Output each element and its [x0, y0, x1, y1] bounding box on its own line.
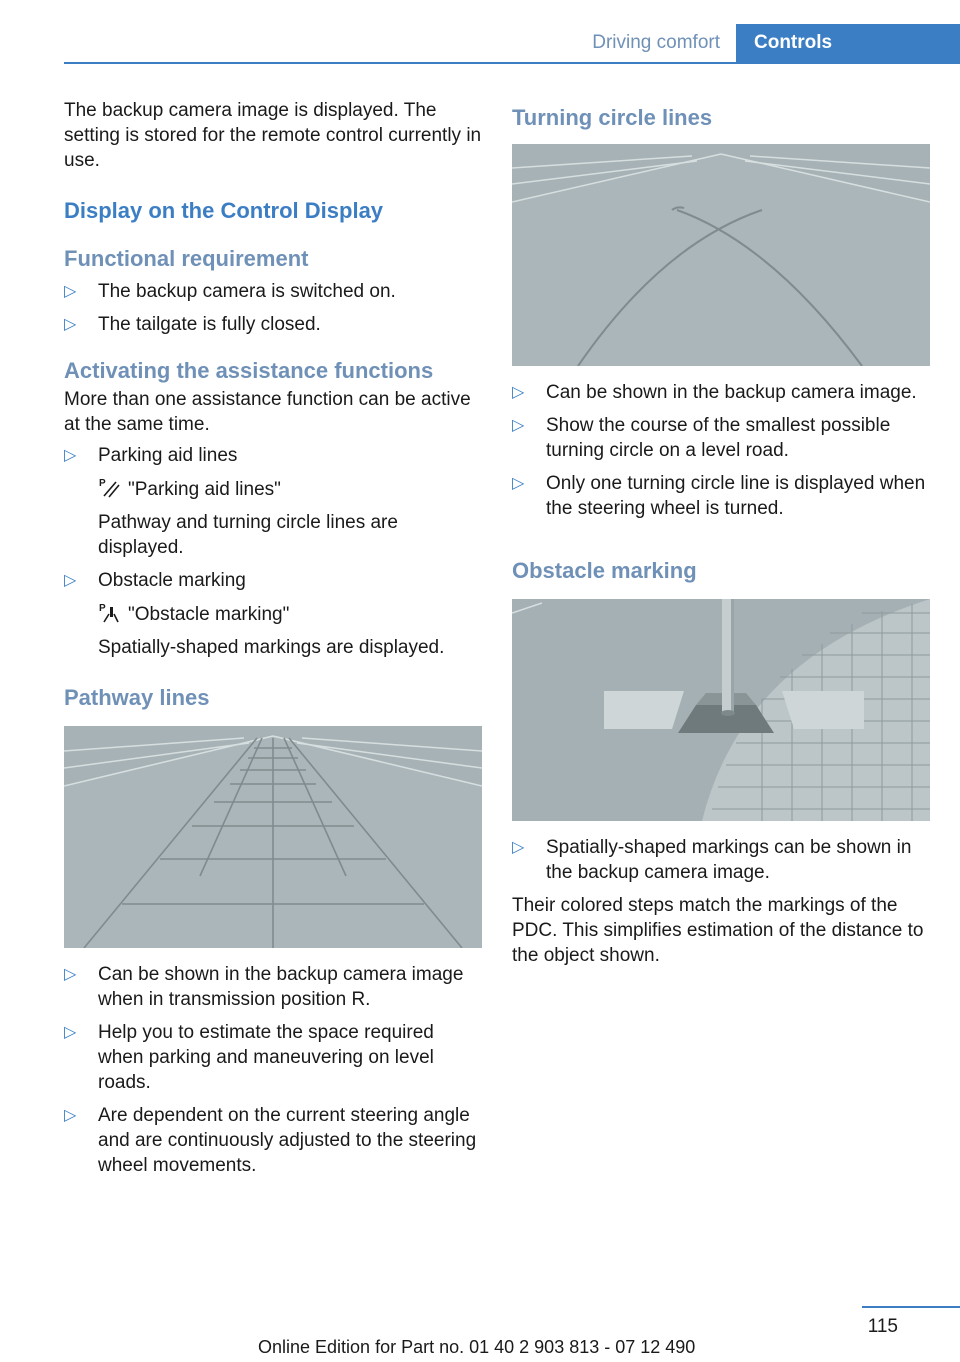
edition-note: Online Edition for Part no. 01 40 2 903 813 - 07 12 490: [258, 1337, 696, 1357]
heading-obstacle: Obstacle marking: [512, 558, 697, 583]
right-column: [512, 98, 930, 968]
page-number: 115: [867, 1316, 898, 1337]
obstacle-menu-entry: P "Obstacle marking": [99, 603, 290, 625]
functions-list-2: [64, 568, 482, 593]
heading-activating: Activating the assistance functions: [64, 358, 434, 383]
triangle-bullet-icon: ▷: [64, 572, 77, 589]
list-item: ▷ Only one turning circle line is displayed when the steering wheel is turned.: [512, 473, 926, 519]
triangle-bullet-icon: ▷: [64, 447, 77, 464]
triangle-bullet-icon: ▷: [64, 1107, 77, 1124]
obstacle-list: [512, 835, 930, 885]
heading-turning: Turning circle lines: [512, 105, 713, 130]
triangle-bullet-icon: ▷: [64, 1024, 77, 1041]
heading-display: Display on the Control Display: [64, 198, 384, 223]
functions-list: [64, 443, 482, 468]
activating-text: More than one assistance function can be active at the same time.: [64, 389, 471, 435]
list-item: ▷ Show the course of the smallest possible turning circle on a level road.: [512, 415, 891, 461]
list-item: ▷ Can be shown in the backup camera image.: [512, 382, 917, 403]
heading-requirement: Functional requirement: [64, 246, 309, 271]
header-tab: Controls: [736, 24, 960, 62]
turning-circle-image: [512, 144, 930, 366]
obstacle-description: Spatially-shaped markings are displayed.: [98, 637, 445, 658]
list-item: ▷ Are dependent on the current steering angle and are continuously adjusted to the steering wheel movements.: [64, 1105, 477, 1176]
parking-aid-icon: [98, 476, 120, 498]
list-item: ▷ Spatially-shaped markings can be shown in the backup camera image.: [512, 837, 912, 883]
parking-menu-entry: P "Parking aid lines": [99, 478, 281, 500]
turning-list: [512, 380, 930, 521]
intro-text: The backup camera image is displayed. The setting is stored for the remote control currently in use.: [64, 100, 482, 171]
pathway-lines-image: [64, 726, 482, 948]
list-item: ▷ Help you to estimate the space required when parking and maneuvering on level roads.: [64, 1022, 434, 1093]
pathway-list: [64, 962, 482, 1178]
list-item: ▷ Can be shown in the backup camera image when in transmission position R.: [64, 964, 464, 1010]
footer-rule: [862, 1306, 960, 1308]
requirements-list: [64, 279, 482, 337]
triangle-bullet-icon: ▷: [64, 283, 77, 300]
svg-text:P: P: [99, 478, 106, 489]
triangle-bullet-icon: ▷: [512, 384, 525, 401]
triangle-bullet-icon: ▷: [512, 475, 525, 492]
obstacle-marking-image: [512, 599, 930, 821]
header-rule: [64, 62, 960, 64]
list-item: ▷ The tailgate is fully closed.: [64, 314, 321, 335]
svg-text:P: P: [99, 603, 106, 614]
list-item: ▷ Obstacle marking: [64, 570, 246, 591]
left-column: [64, 98, 482, 1178]
triangle-bullet-icon: ▷: [512, 417, 525, 434]
list-item: ▷ The backup camera is switched on.: [64, 281, 396, 302]
triangle-bullet-icon: ▷: [64, 966, 77, 983]
header-section: Driving comfort: [592, 32, 720, 53]
list-item: ▷ Parking aid lines: [64, 445, 238, 466]
heading-pathway: Pathway lines: [64, 685, 210, 710]
obstacle-text: Their colored steps match the markings of the PDC. This simplifies estimation of the distance to the object shown.: [512, 895, 924, 966]
parking-description: Pathway and turning circle lines are displayed.: [98, 512, 398, 558]
obstacle-marking-icon: [98, 601, 120, 623]
triangle-bullet-icon: ▷: [64, 316, 77, 333]
triangle-bullet-icon: ▷: [512, 839, 525, 856]
